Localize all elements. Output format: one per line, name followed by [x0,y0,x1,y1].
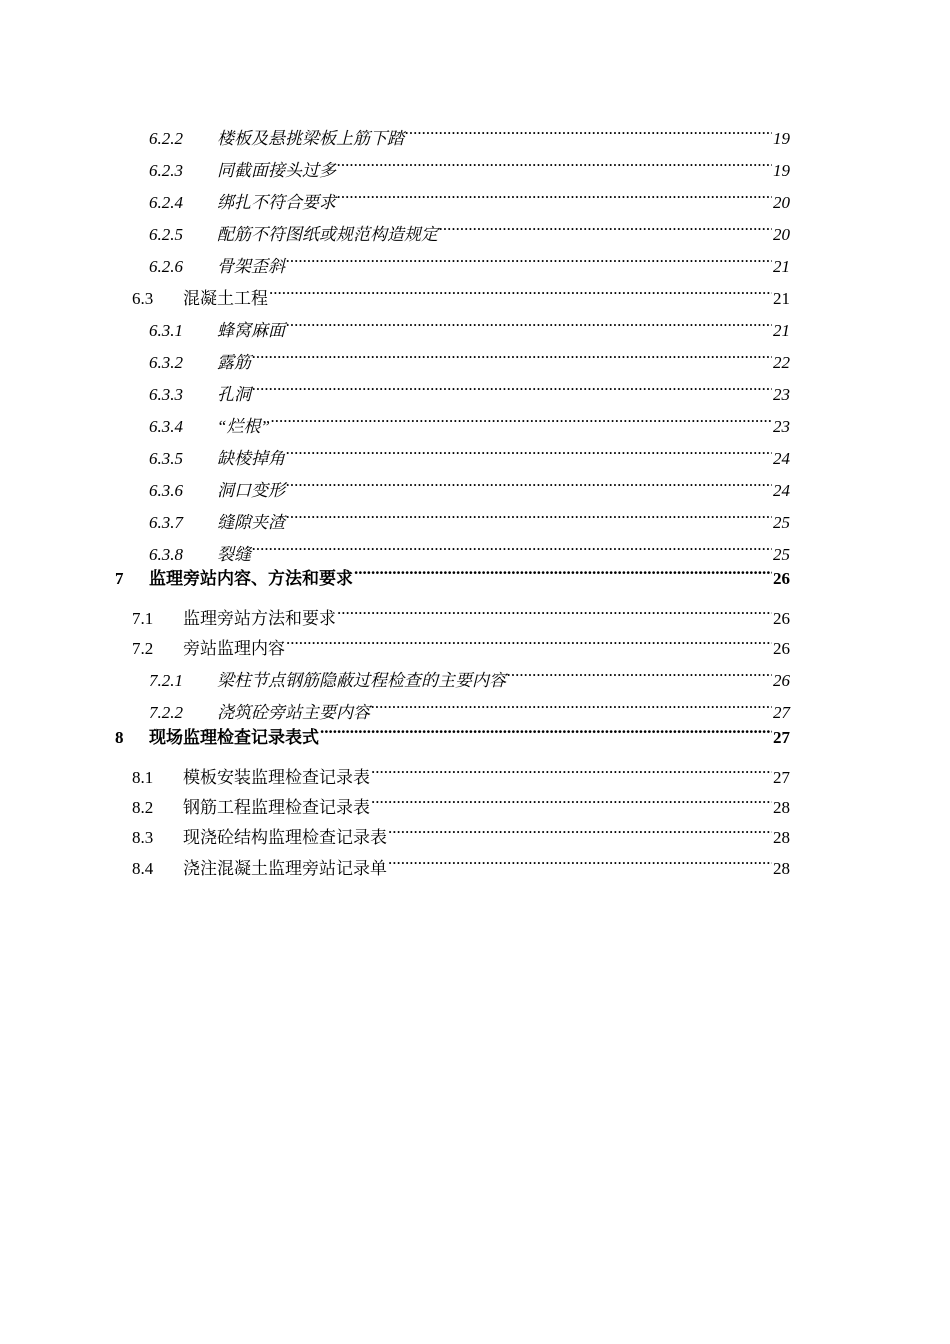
toc-entry-8-3[interactable] [132,821,790,849]
dot-leader [286,506,772,528]
toc-entry-8-1[interactable] [132,761,790,789]
toc-entry-number: 6.3.7 [149,513,183,532]
toc-entry-number: 6.2.4 [149,193,183,212]
toc-entry-page: 21 [773,257,790,276]
dot-leader [286,474,772,496]
toc-entry-page: 27 [773,703,790,722]
toc-entry-8[interactable] [115,721,790,749]
toc-entry-title: 蜂窝麻面 [217,321,285,340]
toc-entry-page: 20 [773,225,790,244]
toc-entry-title: 监理旁站内容、方法和要求 [149,569,353,588]
dot-leader [252,538,772,560]
toc-entry-page: 25 [773,545,790,564]
dot-leader [337,602,772,624]
toc-entry-page: 21 [773,289,790,308]
toc-entry-number: 6.2.5 [149,225,183,244]
dot-leader [354,562,772,584]
toc-entry-page: 24 [773,449,790,468]
dot-leader [371,696,772,718]
toc-entry-number: 6.3 [132,289,154,308]
toc-entry-title: 骨架歪斜 [217,257,285,276]
toc-entry-page: 28 [773,828,790,847]
dot-leader [371,791,772,813]
dot-leader [271,410,772,432]
toc-entry-title: 缝隙夹渣 [217,513,285,532]
toc-entry-number: 8.3 [132,828,154,847]
toc-entry-7[interactable] [115,562,790,590]
dot-leader [371,761,772,783]
toc-entry-page: 21 [773,321,790,340]
toc-entry-title: 洞口变形 [217,481,285,500]
toc-entry-number: 6.3.8 [149,545,183,564]
toc-entry-page: 26 [773,671,790,690]
toc-entry-7-2-1[interactable] [149,664,790,692]
toc-entry-page: 19 [773,129,790,148]
toc-entry-number: 6.3.5 [149,449,183,468]
toc-entry-6-3-1[interactable] [149,314,790,342]
toc-entry-page: 24 [773,481,790,500]
toc-entry-number: 6.2.3 [149,161,183,180]
toc-entry-title: 监理旁站方法和要求 [183,609,336,628]
dot-leader [252,346,772,368]
toc-entry-number: 7.1 [132,609,154,628]
toc-entry-title: 钢筋工程监理检查记录表 [183,798,370,817]
toc-entry-6-3-6[interactable] [149,474,790,502]
dot-leader [439,218,772,240]
toc-entry-page: 26 [773,609,790,628]
toc-entry-number: 6.2.2 [149,129,183,148]
dot-leader [405,122,772,144]
toc-entry-title: 现浇砼结构监理检查记录表 [183,828,387,847]
toc-entry-page: 26 [773,569,790,588]
dot-leader [286,442,772,464]
toc-entry-title: 旁站监理内容 [183,639,285,658]
toc-entry-number: 6.3.1 [149,321,183,340]
dot-leader [388,821,772,843]
toc-entry-number: 8.1 [132,768,154,787]
toc-entry-title: 配筋不符图纸或规范构造规定 [217,225,438,244]
toc-entry-title: 现场监理检查记录表式 [149,728,319,747]
toc-entry-title: 楼板及悬挑梁板上筋下踏 [217,129,404,148]
toc-entry-6-2-2[interactable] [149,122,790,150]
toc-entry-6-3-4[interactable] [149,410,790,438]
toc-entry-page: 23 [773,417,790,436]
toc-entry-number: 8 [115,728,124,747]
toc-entry-6-2-4[interactable] [149,186,790,214]
toc-entry-number: 6.3.6 [149,481,183,500]
toc-entry-number: 6.3.4 [149,417,183,436]
toc-entry-6-2-6[interactable] [149,250,790,278]
toc-entry-page: 27 [773,728,790,747]
toc-entry-page: 19 [773,161,790,180]
toc-entry-6-2-5[interactable] [149,218,790,246]
toc-entry-page: 28 [773,798,790,817]
toc-entry-title: 梁柱节点钢筋隐蔽过程检查的主要内容 [217,671,506,690]
toc-entry-page: 27 [773,768,790,787]
toc-entry-number: 8.2 [132,798,154,817]
dot-leader [388,852,772,874]
dot-leader [286,632,772,654]
toc-entry-8-4[interactable] [132,852,790,880]
toc-entry-page: 20 [773,193,790,212]
toc-entry-title: 绑扎不符合要求 [217,193,336,212]
toc-entry-number: 7.2 [132,639,154,658]
toc-entry-number: 7.2.2 [149,703,183,722]
toc-entry-6-2-3[interactable] [149,154,790,182]
toc-entry-title: 浇筑砼旁站主要内容 [217,703,370,722]
toc-entry-title: 浇注混凝土监理旁站记录单 [183,859,387,878]
toc-entry-page: 28 [773,859,790,878]
toc-entry-title: 缺棱掉角 [217,449,285,468]
dot-leader [337,186,772,208]
toc-entry-page: 26 [773,639,790,658]
toc-entry-page: 23 [773,385,790,404]
toc-entry-title: 裂缝 [217,545,251,564]
toc-entry-title: “烂根” [217,417,270,436]
toc-entry-number: 7 [115,569,124,588]
dot-leader [320,721,772,743]
toc-entry-7-2-2[interactable] [149,696,790,724]
toc-entry-title: 同截面接头过多 [217,161,336,180]
toc-entry-7-2[interactable] [132,632,790,660]
toc-entry-page: 22 [773,353,790,372]
toc-entry-number: 6.3.2 [149,353,183,372]
toc-entry-title: 混凝土工程 [183,289,268,308]
dot-leader [269,282,772,304]
toc-entry-page: 25 [773,513,790,532]
dot-leader [252,378,772,400]
dot-leader [286,250,772,272]
toc-entry-title: 露筋 [217,353,251,372]
toc-entry-6-3-2[interactable] [149,346,790,374]
toc-entry-title: 孔洞 [217,385,251,404]
toc-entry-number: 6.3.3 [149,385,183,404]
toc-entry-6-3-7[interactable] [149,506,790,534]
toc-entry-number: 6.2.6 [149,257,183,276]
toc-entry-number: 8.4 [132,859,154,878]
toc-entry-6-3-5[interactable] [149,442,790,470]
dot-leader [507,664,772,686]
toc-entry-6-3[interactable] [132,282,790,310]
toc-entry-number: 7.2.1 [149,671,183,690]
toc-entry-8-2[interactable] [132,791,790,819]
dot-leader [337,154,772,176]
toc-entry-7-1[interactable] [132,602,790,630]
toc-entry-title: 模板安装监理检查记录表 [183,768,370,787]
dot-leader [286,314,772,336]
toc-entry-6-3-3[interactable] [149,378,790,406]
